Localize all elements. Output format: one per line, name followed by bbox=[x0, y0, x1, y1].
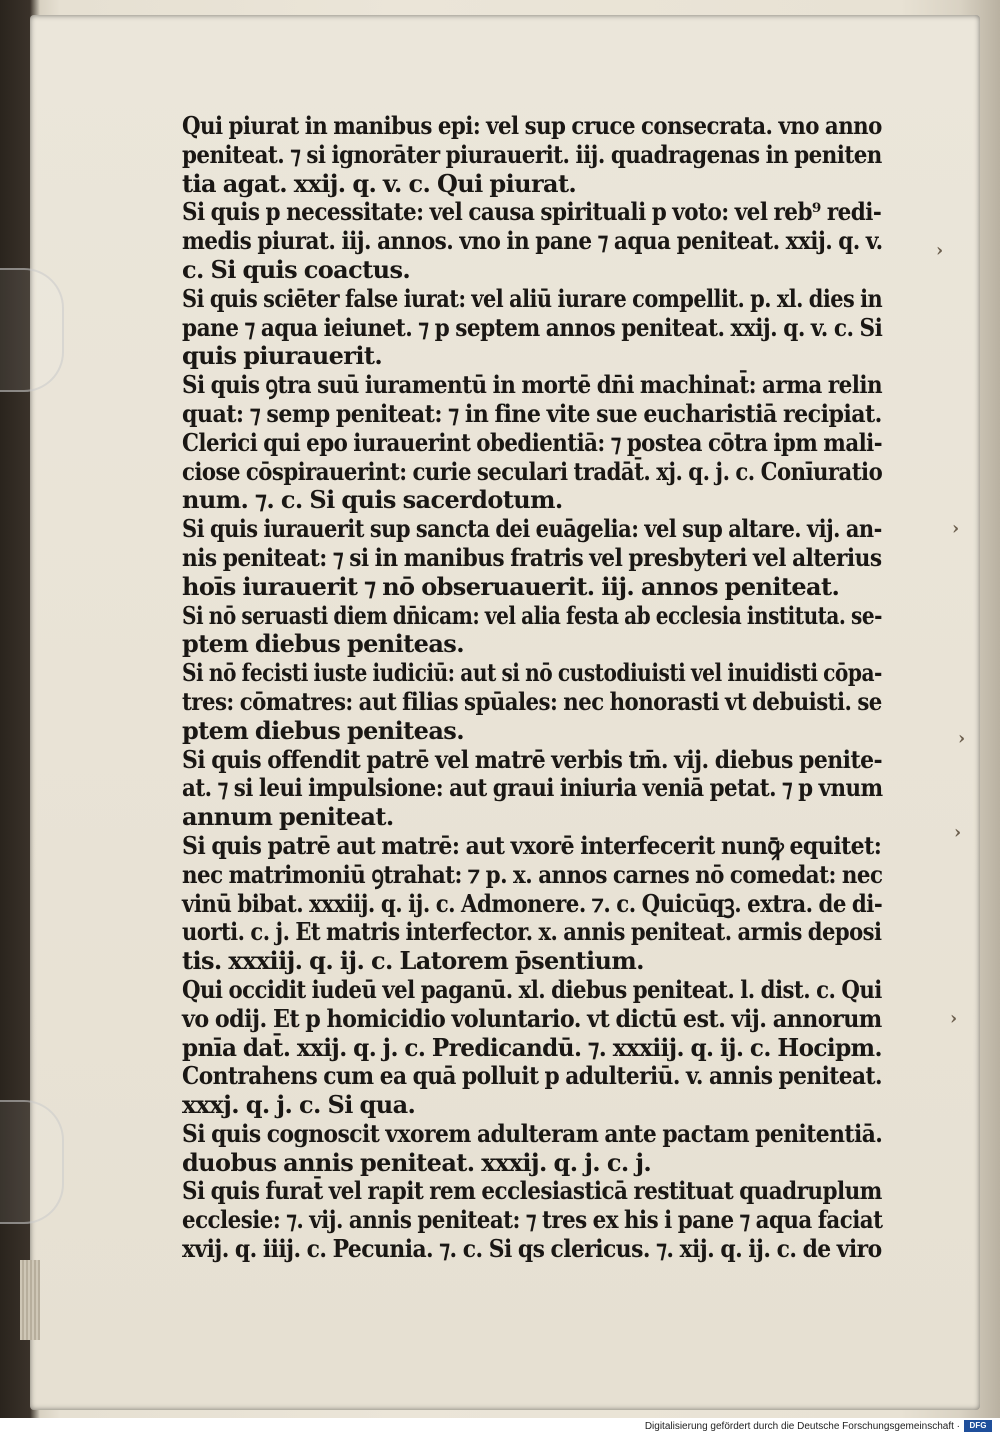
text-line: tis. xxxiij. q. ij. c. Latorem p̄sentium. bbox=[182, 946, 644, 976]
text-line: tia agat. xxij. q. v. c. Qui piurat. bbox=[182, 168, 577, 198]
text-line: Si nō fecisti iuste iudiciū: aut si nō custodiuisti vel inuidisti cōpa- bbox=[182, 658, 882, 688]
text-line: nis peniteat: ⁊ si in manibus fratris vel presbyteri vel alterius bbox=[182, 542, 882, 572]
footer-bar bbox=[0, 1418, 1000, 1435]
funding-notice: Digitalisierung gefördert durch die Deutsche Forschungsgemeinschaft · bbox=[644, 1421, 960, 1432]
text-line: ptem diebus peniteas. bbox=[182, 629, 464, 659]
text-line: tres: cōmatres: aut filias spūales: nec honorasti vt debuisti. se bbox=[182, 686, 882, 716]
text-line: duobus annis peniteat. xxxij. q. j. c. j. bbox=[182, 1147, 652, 1177]
page-edges bbox=[20, 1260, 40, 1340]
text-line: ciose cōspirauerint: curie seculari tradāt̄. xj. q. j. c. Conīuratio bbox=[182, 456, 883, 486]
text-line: Si quis furat̄ vel rapit rem ecclesiasticā restituat quadruplum bbox=[182, 1176, 882, 1206]
text-line: pane ⁊ aqua ieiunet. ⁊ p septem annos peniteat. xxij. q. v. c. Si bbox=[182, 312, 883, 342]
text-line: Si quis offendit patrē vel matrē verbis tm̄. vij. diebus penite- bbox=[182, 744, 883, 774]
margin-mark: › bbox=[950, 1008, 958, 1029]
text-line: Clerici qui epo iurauerint obedientiā: ⁊ postea cōtra ipm mali- bbox=[182, 427, 883, 457]
text-line: vinū bibat. xxxiij. q. ij. c. Admonere. ⁊. c. Quicūqꝫ. extra. de di- bbox=[182, 888, 883, 918]
text-line: pnīa dat̄. xxij. q. j. c. Predicandū. ⁊. xxxiij. q. ij. c. Hocipm. bbox=[182, 1032, 882, 1062]
page-clip-bottom bbox=[0, 1100, 64, 1224]
text-line: Si quis ꝯtra suū iuramentū in mortē dn̄i machinat̄: arma relin bbox=[182, 370, 883, 400]
margin-mark: › bbox=[936, 240, 944, 261]
text-line: Si quis cognoscit vxorem adulteram ante pactam penitentiā. bbox=[182, 1118, 883, 1148]
margin-mark: › bbox=[952, 518, 960, 539]
text-line: nec matrimoniū ꝯtrahat: ⁊ p. x. annos carnes nō comedat: nec bbox=[182, 859, 883, 889]
text-line: quis piurauerit. bbox=[182, 341, 383, 371]
page-text bbox=[182, 112, 882, 1264]
text-line: Contrahens cum ea quā polluit p adulteriū. v. annis peniteat. bbox=[182, 1061, 883, 1091]
text-line: ptem diebus peniteas. bbox=[182, 715, 464, 745]
dfg-logo: DFG bbox=[964, 1420, 992, 1432]
text-line: Qui occidit iudeū vel paganū. xl. diebus peniteat. l. dist. c. Qui bbox=[182, 974, 882, 1004]
margin-mark: › bbox=[954, 822, 962, 843]
text-line: Si nō seruasti diem dn̄icam: vel alia festa ab ecclesia instituta. se- bbox=[182, 600, 882, 630]
page-clip-top bbox=[0, 268, 64, 392]
text-line: hoīs iurauerit ⁊ nō obseruauerit. iij. annos peniteat. bbox=[182, 571, 840, 601]
text-line: at. ⁊ si leui impulsione: aut graui iniuria veniā petat. ⁊ p vnum bbox=[182, 773, 883, 803]
text-line: vo odij. Et p homicidio voluntario. vt dictū est. vij. annorum bbox=[182, 1003, 882, 1033]
text-line: Si quis p necessitate: vel causa spirituali p voto: vel reb⁹ redi- bbox=[182, 197, 882, 227]
text-line: peniteat. ⁊ si ignorāter piurauerit. iij. quadragenas in peniten bbox=[182, 139, 882, 169]
text-line: quat: ⁊ semp peniteat: ⁊ in fine vite sue eucharistiā recipiat. bbox=[182, 398, 882, 428]
text-line: Si quis iurauerit sup sancta dei euāgelia: vel sup altare. vij. an- bbox=[182, 514, 882, 544]
text-line: uorti. c. j. Et matris interfector. x. annis peniteat. armis deposi bbox=[182, 917, 882, 947]
margin-mark: › bbox=[958, 728, 966, 749]
text-line: num. ⁊. c. Si quis sacerdotum. bbox=[182, 485, 563, 515]
text-line: c. Si quis coactus. bbox=[182, 254, 411, 284]
text-line: Qui piurat in manibus epi: vel sup cruce consecrata. vno anno bbox=[182, 111, 882, 140]
text-line: ecclesie: ⁊. vij. annis peniteat: ⁊ tres ex his i pane ⁊ aqua faciat bbox=[182, 1205, 883, 1235]
text-line: Si quis patrē aut matrē: aut vxorē interfecerit nunꝙ̄ equitet: bbox=[182, 830, 882, 860]
text-line: annum peniteat. bbox=[182, 802, 394, 832]
text-line: medis piurat. iij. annos. vno in pane ⁊ aqua peniteat. xxij. q. v. bbox=[182, 226, 883, 256]
text-line: xvij. q. iiij. c. Pecunia. ⁊. c. Si qs clericus. ⁊. xij. q. ij. c. de viro bbox=[182, 1234, 882, 1264]
text-line: Si quis sciēter false iurat: vel aliū iurare compellit. p. xl. dies in bbox=[182, 283, 883, 313]
text-line: xxxj. q. j. c. Si qua. bbox=[182, 1090, 416, 1120]
